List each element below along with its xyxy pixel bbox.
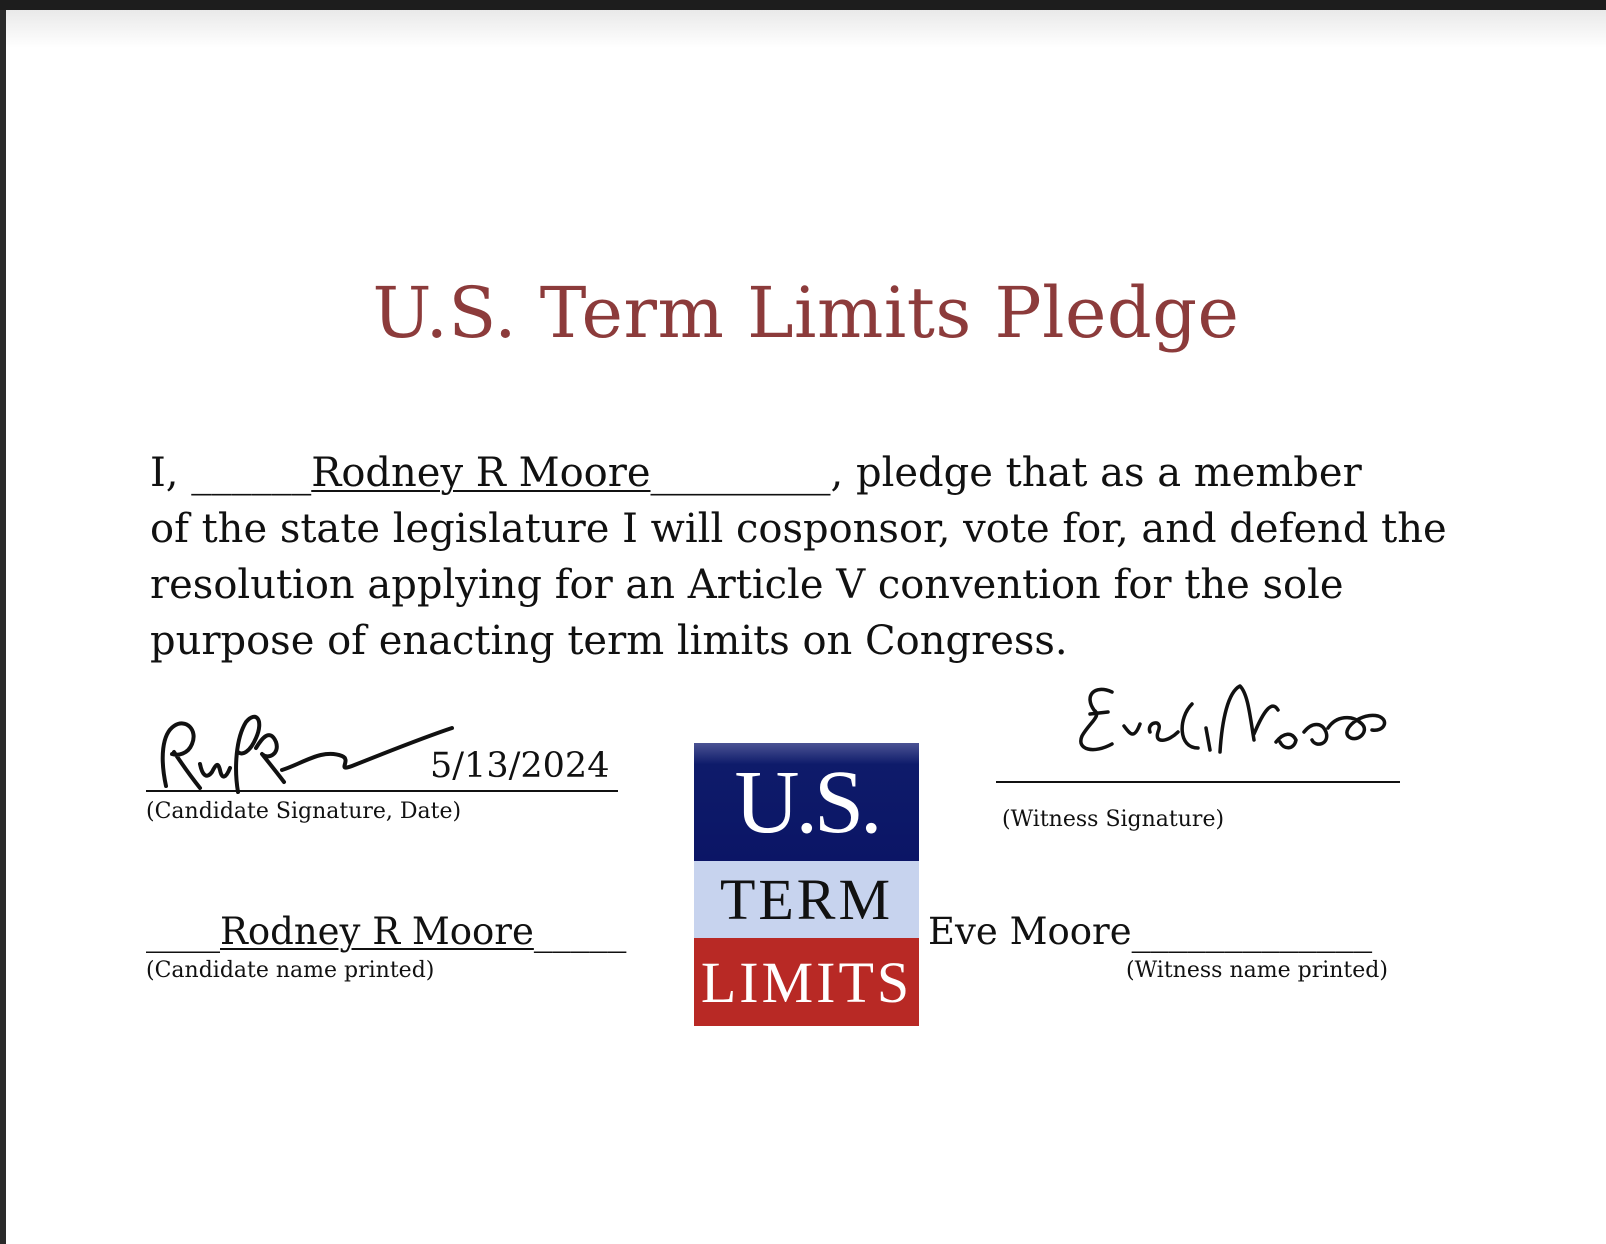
- witness-printed-trail: _____________: [1131, 910, 1373, 953]
- candidate-signature-date: 5/13/2024: [430, 746, 610, 786]
- candidate-signature-caption: (Candidate Signature, Date): [146, 799, 462, 824]
- pledge-line-3: resolution applying for an Article V convention for the sole: [150, 562, 1344, 608]
- pledge-lead: I, ______: [150, 450, 312, 496]
- window-top-bar: [0, 0, 1606, 10]
- pledge-trail: _________, pledge that as a member: [650, 450, 1362, 496]
- logo-limits-text: LIMITS: [700, 950, 913, 1015]
- pledge-text: [150, 445, 1450, 669]
- pledge-candidate-name: Rodney R Moore: [311, 450, 651, 496]
- candidate-signature: [152, 708, 472, 798]
- candidate-printed-name: Rodney R Moore: [220, 910, 534, 953]
- pledge-line-2: of the state legislature I will cosponsor, vote for, and defend the: [150, 506, 1447, 552]
- pledge-line-1: [150, 445, 1450, 501]
- candidate-printed-field: [146, 910, 626, 953]
- document-title: U.S. Term Limits Pledge: [372, 272, 1240, 354]
- candidate-printed-caption: (Candidate name printed): [146, 958, 435, 983]
- logo-term-text: TERM: [719, 867, 894, 932]
- candidate-printed-lead: ____: [146, 910, 220, 953]
- witness-signature: [1072, 670, 1432, 770]
- logo-us-text: U.S.: [734, 753, 879, 852]
- witness-printed-caption: (Witness name printed): [1126, 958, 1388, 983]
- witness-printed-field: [928, 910, 1372, 953]
- witness-printed-name: Eve Moore: [928, 910, 1132, 953]
- document-page: [6, 10, 1606, 1244]
- pledge-line-4: purpose of enacting term limits on Congress.: [150, 618, 1068, 664]
- candidate-printed-trail: _____: [533, 910, 627, 953]
- witness-signature-caption: (Witness Signature): [1002, 807, 1225, 832]
- witness-signature-line: [996, 781, 1400, 783]
- us-term-limits-logo: [694, 743, 919, 1026]
- candidate-signature-line: [146, 790, 618, 792]
